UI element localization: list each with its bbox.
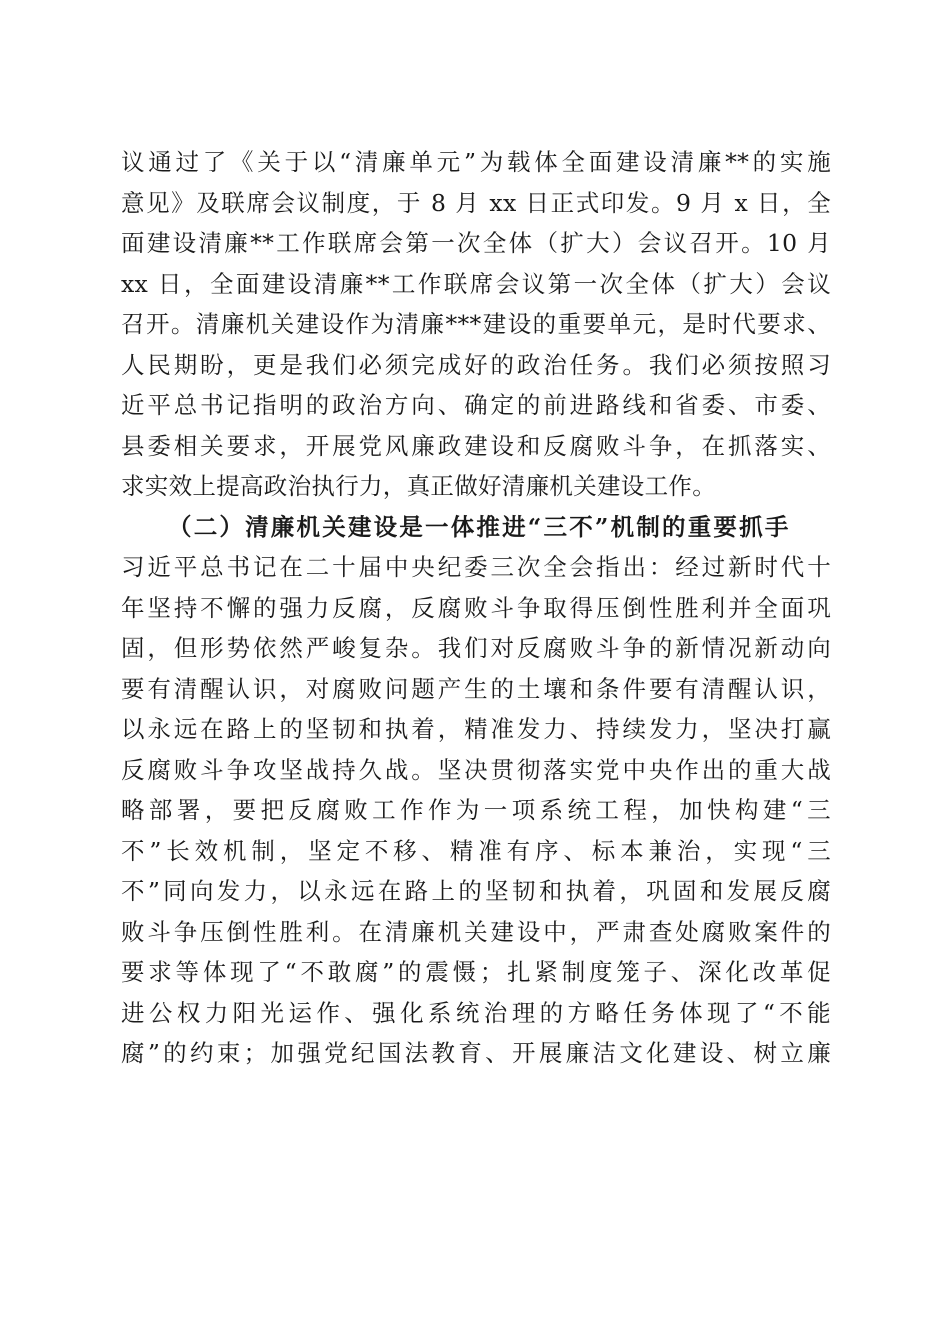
paragraph-line: 以永远在路上的坚韧和执着，精准发力、持续发力，坚决打赢 [121,715,831,743]
paragraph-line: 进公权力阳光运作、强化系统治理的方略任务体现了“不能 [121,998,831,1027]
paragraph-line: 意见》及联席会议制度，于 8 月 xx 日正式印发。9 月 x 日，全 [121,188,831,217]
paragraph-line: 求实效上提高政治执行力，真正做好清廉机关建设工作。 [121,472,716,500]
paragraph-line: 略部署，要把反腐败工作作为一项系统工程，加快构建“三 [121,796,831,824]
paragraph-2 [121,547,831,1074]
paragraph-line: 年坚持不懈的强力反腐，反腐败斗争取得压倒性胜利并全面巩 [121,593,831,622]
paragraph-line: 人民期盼，更是我们必须完成好的政治任务。我们必须按照习 [121,350,831,379]
paragraph-line: 面建设清廉**工作联席会第一次全体（扩大）会议召开。10 月 [121,229,831,257]
paragraph-1 [121,142,831,507]
section-heading: （二）清廉机关建设是一体推进“三不”机制的重要抓手 [168,512,791,541]
paragraph-line: 习近平总书记在二十届中央纪委三次全会指出：经过新时代十 [121,553,831,581]
paragraph-line: 固，但形势依然严峻复杂。我们对反腐败斗争的新情况新动向 [121,634,831,662]
paragraph-line: 近平总书记指明的政治方向、确定的前进路线和省委、市委、 [121,391,831,419]
paragraph-line: 不”长效机制，坚定不移、精准有序、标本兼治，实现“三 [121,836,831,865]
paragraph-line: 不”同向发力，以永远在路上的坚韧和执着，巩固和发展反腐 [121,877,831,905]
paragraph-line: 要有清醒认识，对腐败问题产生的土壤和条件要有清醒认识， [121,674,831,703]
paragraph-line: 要求等体现了“不敢腐”的震慑；扎紧制度笼子、深化改革促 [121,958,831,986]
paragraph-line: 腐”的约束；加强党纪国法教育、开展廉洁文化建设、树立廉 [121,1039,831,1067]
paragraph-line: 县委相关要求，开展党风廉政建设和反腐败斗争，在抓落实、 [121,431,831,460]
paragraph-line: 反腐败斗争攻坚战持久战。坚决贯彻落实党中央作出的重大战 [121,755,831,784]
paragraph-line: xx 日，全面建设清廉**工作联席会议第一次全体（扩大）会议 [121,269,831,298]
document-body [121,142,831,1074]
paragraph-line: 议通过了《关于以“清廉单元”为载体全面建设清廉**的实施 [121,148,831,176]
paragraph-line: 召开。清廉机关建设作为清廉***建设的重要单元，是时代要求、 [121,310,831,338]
paragraph-line: 败斗争压倒性胜利。在清廉机关建设中，严肃查处腐败案件的 [121,917,831,946]
